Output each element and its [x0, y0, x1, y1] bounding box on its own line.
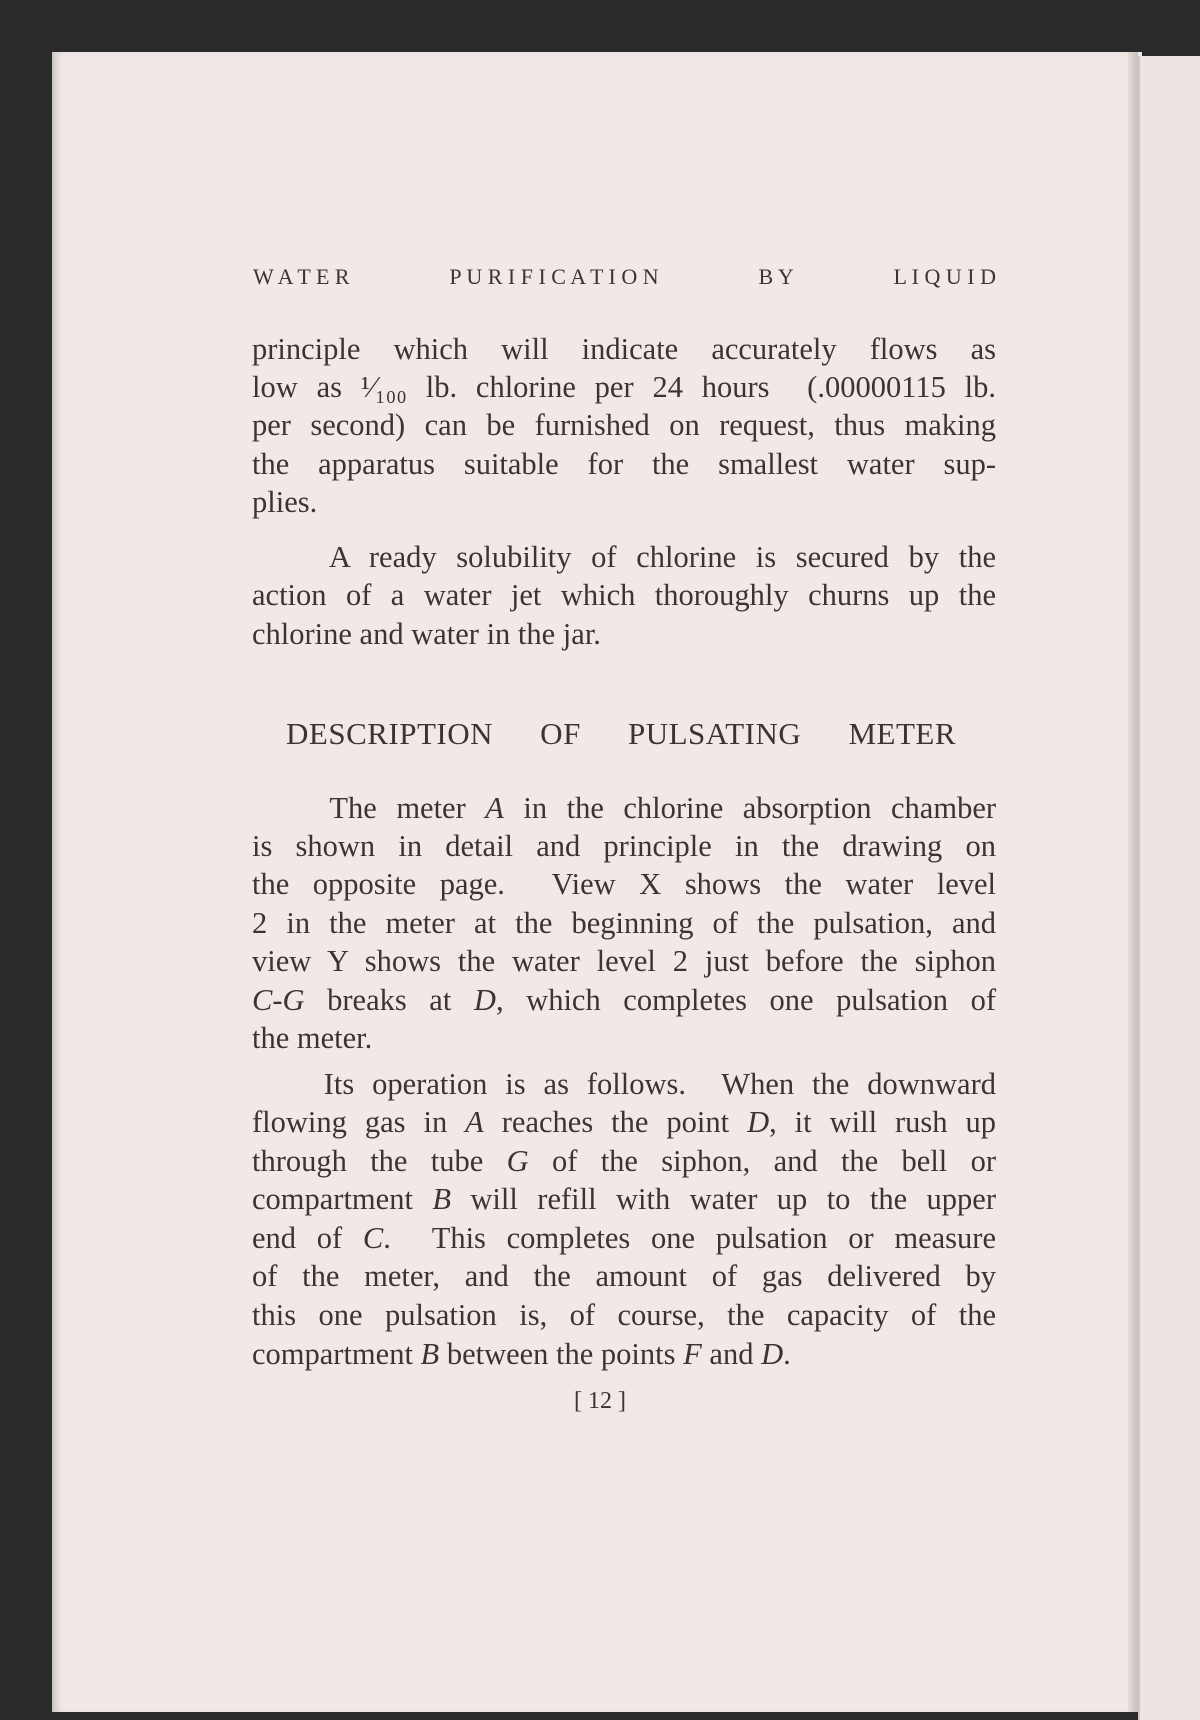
text-segment: compartment — [252, 1182, 433, 1216]
italic-letter: D — [473, 983, 496, 1017]
italic-letter: D — [761, 1337, 784, 1371]
italic-letter: F — [683, 1337, 702, 1371]
text-segment: action of a water jet which thoroughly churns up the — [252, 578, 996, 612]
text-segment: between the points — [439, 1337, 684, 1371]
text-line — [252, 1181, 996, 1217]
text-segment: the apparatus suitable for the smallest water sup- — [252, 447, 996, 481]
text-line — [252, 1297, 996, 1333]
text-segment: low as ¹⁄₁₀₀ lb. chlorine per 24 hours (.00000115 lb. — [252, 370, 996, 404]
text-line — [252, 369, 996, 405]
text-segment: 2 in the meter at the beginning of the pulsation, and — [252, 906, 996, 940]
text-line — [252, 828, 996, 864]
text-line — [252, 943, 996, 979]
text-segment: and — [701, 1337, 762, 1371]
text-segment: compartment — [252, 1337, 421, 1371]
text-line — [252, 446, 996, 482]
text-segment: breaks at — [304, 983, 474, 1017]
text-line — [252, 1220, 996, 1256]
text-segment: chlorine and water in the jar. — [252, 617, 601, 651]
facing-page-edge — [1138, 56, 1200, 1720]
italic-letter: B — [432, 1182, 451, 1216]
text-segment: end of — [252, 1221, 363, 1255]
text-segment: The meter — [252, 791, 486, 825]
text-line — [252, 1143, 996, 1179]
text-segment: the opposite page. View X shows the water level — [252, 867, 996, 901]
running-head-word: B Y — [758, 264, 794, 289]
italic-letter: A — [485, 791, 504, 825]
text-line — [252, 407, 996, 443]
text-line — [252, 1066, 996, 1102]
text-segment: . This completes one pulsation or measure — [383, 1221, 996, 1255]
text-segment: . — [783, 1337, 791, 1371]
text-segment: through the tube — [252, 1144, 507, 1178]
text-line — [252, 982, 996, 1018]
text-line — [252, 905, 996, 941]
text-line — [252, 866, 996, 902]
text-line — [252, 1258, 996, 1294]
book-spine — [1128, 52, 1138, 1712]
running-head-word: W A T E R — [253, 264, 350, 289]
text-line — [252, 1336, 996, 1372]
text-segment: in the chlorine absorption chamber — [503, 791, 997, 825]
text-segment: , it will rush up — [769, 1105, 997, 1139]
text-line — [252, 1020, 996, 1056]
text-segment: of the meter, and the amount of gas delivered by — [252, 1259, 996, 1293]
text-segment: , which completes one pulsation of — [495, 983, 996, 1017]
text-segment: reaches the point — [483, 1105, 748, 1139]
text-segment: of the siphon, and the bell or — [528, 1144, 996, 1178]
text-line — [252, 1104, 996, 1140]
text-line — [252, 616, 996, 652]
page-number: [ 12 ] — [574, 1388, 626, 1414]
italic-letter: G — [506, 1144, 529, 1178]
text-segment: this one pulsation is, of course, the capacity of the — [252, 1298, 996, 1332]
text-segment: per second) can be furnished on request, thus making — [252, 408, 996, 442]
text-segment: view Y shows the water level 2 just before the siphon — [252, 944, 996, 978]
italic-letter: A — [465, 1105, 484, 1139]
text-line — [252, 484, 996, 520]
text-segment: will refill with water up to the upper — [450, 1182, 996, 1216]
text-segment: A ready solubility of chlorine is secured by the — [252, 540, 996, 574]
running-head — [253, 264, 996, 290]
italic-letter: B — [420, 1337, 440, 1371]
running-head-word: P U R I F I C A T I O N — [449, 264, 659, 289]
text-segment: Its operation is as follows. When the downward — [252, 1067, 996, 1101]
text-segment: flowing gas in — [252, 1105, 466, 1139]
running-head-word: L I Q U I D — [893, 264, 996, 289]
text-segment: plies. — [252, 485, 318, 519]
text-segment: the meter. — [252, 1021, 373, 1055]
text-line — [252, 577, 996, 613]
text-segment: principle which will indicate accurately flows as — [252, 332, 996, 366]
text-line — [252, 539, 996, 575]
italic-letter: D — [747, 1105, 770, 1139]
text-line — [252, 331, 996, 367]
italic-letter: C — [362, 1221, 384, 1255]
italic-letter: C-G — [252, 983, 305, 1017]
text-line — [252, 790, 996, 826]
section-heading: DESCRIPTION OF PULSATING METER — [286, 716, 956, 751]
text-segment: is shown in detail and principle in the drawing on — [252, 829, 996, 863]
